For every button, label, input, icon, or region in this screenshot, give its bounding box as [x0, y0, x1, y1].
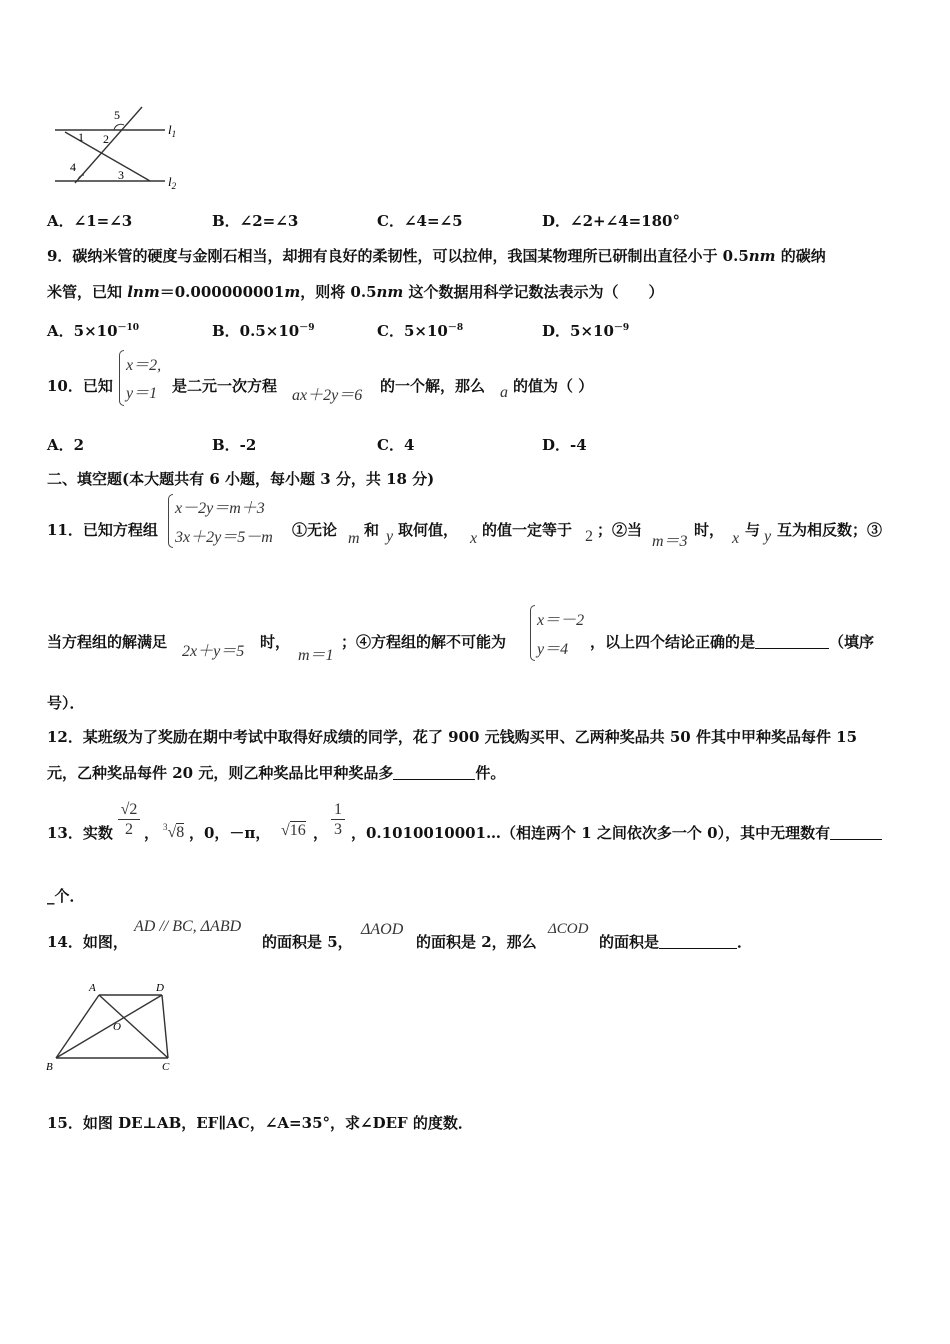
q13-sqrt-16: √16	[281, 822, 306, 839]
q10-system-top: x＝2,	[126, 357, 162, 374]
q11-condition: 2x＋y＝5	[182, 643, 245, 660]
q10-system-brace	[119, 350, 124, 406]
q10-equation: ax＋2y＝6	[292, 387, 363, 404]
q11-s6: 时，	[694, 521, 725, 539]
q12-line1: 12．某班级为了奖励在期中考试中取得好成绩的同学，花了 900 元钱购买甲、乙两种奖品共 50 件其中甲种奖品每件 15	[47, 728, 858, 746]
q11-system-brace	[168, 494, 173, 548]
figure-q14	[44, 978, 184, 1076]
q10-var-a: a	[500, 384, 508, 401]
q8-option-b: B．∠2=∠3	[212, 212, 299, 230]
q14-triangle-cod: ΔCOD	[548, 921, 589, 937]
q11-line2-b: 时，	[260, 633, 291, 651]
q11-two: 2	[585, 528, 593, 545]
q11-var-m: m	[348, 530, 360, 547]
q13-fraction-sqrt2-over-2: √2 2	[118, 800, 140, 840]
angle-label: 2	[103, 132, 109, 146]
vertex-label-c: C	[162, 1061, 170, 1073]
q11-system2-bottom: y＝4	[537, 641, 569, 658]
q14-condition: AD // BC, ΔABD	[134, 918, 242, 935]
q11-s4: 的值一定等于	[482, 521, 573, 539]
trapezoid-diagram	[44, 978, 184, 1076]
q15-text: 15．如图 DE⊥AB，EF∥AC，∠A=35°，求∠DEF 的度数．	[47, 1114, 473, 1132]
q11-s1: ①无论	[292, 521, 338, 539]
q13-answer-blank[interactable]	[830, 825, 882, 840]
q9-option-a: A．$5\times 10^{-10}$	[47, 322, 140, 340]
vertex-label-d: D	[156, 982, 164, 994]
vertex-label-b: B	[46, 1061, 53, 1073]
q14-triangle-aod: ΔAOD	[361, 921, 404, 938]
line-label-l2: $l_2$	[168, 174, 177, 191]
q8-option-a: A．∠1=∠3	[47, 212, 133, 230]
q11-s8: 互为相反数；③	[777, 521, 883, 539]
q9-option-b: B．$0.5\times 10^{-9}$	[212, 322, 315, 340]
q9-option-d: D．$5\times 10^{-9}$	[542, 322, 630, 340]
q13-tail: ，0.1010010001…（相连两个 1 之间依次多一个 0），其中无理数有	[351, 823, 882, 843]
q11-system2-top: x＝－2	[537, 612, 585, 629]
q13-prefix: 13．实数	[47, 824, 113, 842]
q10-tail: 的一个解，那么	[380, 377, 486, 395]
q11-var-x: x	[470, 530, 478, 547]
q10-option-b: B．-2	[212, 436, 257, 454]
q14-answer-blank[interactable]	[659, 934, 737, 949]
q11-s7: 与	[745, 521, 761, 539]
q10-end: 的值为（ ）	[513, 377, 594, 395]
q11-s2: 和	[364, 521, 380, 539]
q8-option-d: D．∠2+∠4=180°	[542, 212, 680, 230]
angle-label: 5	[114, 108, 120, 122]
q10-mid: 是二元一次方程	[172, 377, 278, 395]
q11-s5: ；②当	[597, 521, 643, 539]
q11-var-x2: x	[732, 530, 740, 547]
q11-answer-blank[interactable]	[755, 634, 829, 649]
q11-system2-brace	[530, 605, 535, 661]
q11-line3: 号）．	[47, 694, 85, 712]
q11-system-top: x－2y＝m＋3	[175, 500, 265, 517]
line-label-l1: $l_1$	[168, 122, 177, 139]
vertex-label-a: A	[89, 982, 96, 994]
q9-line2: 米管，已知 lnm＝0.000000001m，则将 0.5nm 这个数据用科学记数法表示为（ ）	[47, 283, 664, 301]
q14-s2: 的面积是 2，那么	[416, 933, 537, 951]
q10-option-a: A．2	[47, 436, 85, 454]
angle-label: 3	[118, 168, 124, 182]
q13-comma2: ，0，－π，	[189, 824, 271, 842]
q13-fraction-1-over-3: 1 3	[331, 800, 345, 840]
q10-system-bottom: y＝1	[126, 385, 158, 402]
q13-cube-root-8: $^3$√8	[163, 822, 185, 841]
q10-option-c: C．4	[377, 436, 415, 454]
q8-option-c: C．∠4=∠5	[377, 212, 463, 230]
angle-label: 1	[78, 130, 84, 144]
point-label-o: O	[113, 1021, 121, 1033]
q12-answer-blank[interactable]	[393, 765, 475, 780]
angle-label: 4	[70, 160, 76, 174]
section-title-fill-in: 二、填空题(本大题共有 6 小题，每小题 3 分，共 18 分)	[47, 470, 435, 488]
q11-prefix: 11．已知方程组	[47, 521, 158, 539]
q13-end: _个．	[47, 887, 85, 905]
q12-line2: 元，乙种奖品每件 20 元，则乙种奖品比甲种奖品多 件。	[47, 764, 506, 782]
figure-q8	[50, 105, 190, 195]
q11-var-y2: y	[764, 528, 772, 545]
parallel-lines-diagram	[50, 105, 190, 195]
q14-s1: 的面积是 5，	[262, 933, 353, 951]
q13-comma3: ，	[313, 824, 329, 842]
q11-var-y: y	[386, 528, 394, 545]
q11-m-eq-3: m＝3	[652, 533, 688, 550]
q9-line1: 9．碳纳米管的硬度与金刚石相当，却拥有良好的柔韧性，可以拉伸，我国某物理所已研制出直径小于 0.5nm 的碳纳	[47, 247, 826, 265]
q10-option-d: D．-4	[542, 436, 587, 454]
q11-line2-c: ；④方程组的解不可能为	[341, 633, 507, 651]
q10-prefix: 10．已知	[47, 377, 113, 395]
q9-option-c: C．$5\times 10^{-8}$	[377, 322, 464, 340]
q11-line2-a: 当方程组的解满足	[47, 633, 168, 651]
q14-prefix: 14．如图，	[47, 933, 128, 951]
q11-m-eq-1: m＝1	[298, 647, 334, 664]
q11-line2-d: ，以上四个结论正确的是 （填序	[590, 633, 875, 651]
q14-s3: 的面积是 ．	[599, 933, 753, 951]
q11-system-bottom: 3x＋2y＝5－m	[175, 529, 273, 546]
q13-comma1: ，	[144, 824, 160, 842]
q11-s3: 取何值，	[398, 521, 459, 539]
